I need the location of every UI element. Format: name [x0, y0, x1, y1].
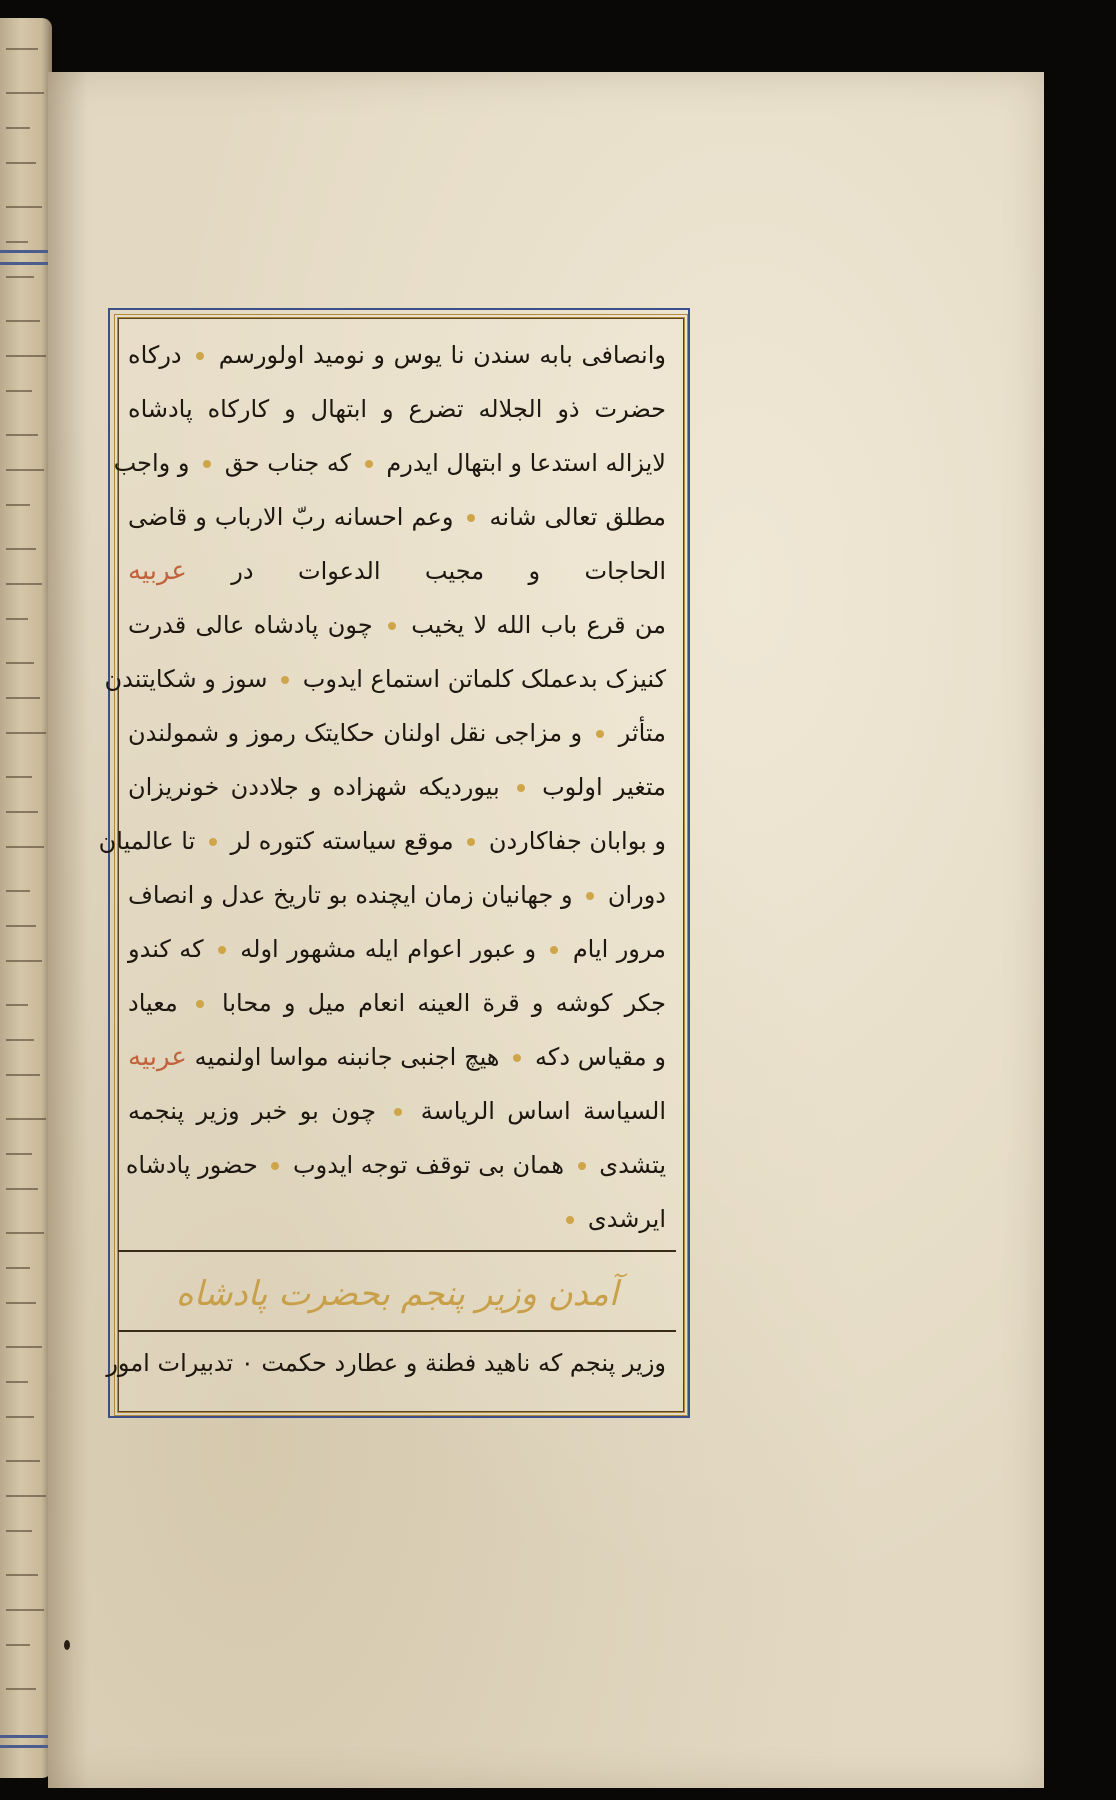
facing-page-text-fragment	[6, 320, 40, 322]
line-text: یتشدی همان بی توقف توجه ایدوب حضور پادشاه	[125, 1151, 666, 1179]
gold-verse-marker	[596, 730, 604, 738]
facing-page-text-fragment	[6, 127, 30, 129]
facing-page-text-fragment	[6, 583, 42, 585]
facing-page-text-fragment	[6, 1118, 46, 1120]
line-text: حضرت ذو الجلاله تضرع و ابتهال و کارکاه پادشاه	[128, 395, 666, 423]
facing-page-text-fragment	[6, 1574, 38, 1576]
gold-verse-marker	[388, 622, 396, 630]
facing-page-text-fragment	[6, 1460, 40, 1462]
gold-verse-marker	[394, 1108, 402, 1116]
facing-page-text-fragment	[6, 1609, 44, 1611]
gold-verse-marker	[203, 460, 211, 468]
gold-verse-marker	[578, 1162, 586, 1170]
text-block	[98, 328, 666, 1246]
chapter-heading: آمدن وزیر پنجم بحضرت پادشاه	[175, 1274, 619, 1314]
facing-page-text-fragment	[6, 162, 36, 164]
facing-page-frame-rule	[0, 1745, 52, 1748]
gold-verse-marker	[281, 676, 289, 684]
line-text: متأثر و مزاجی نقل اولنان حکایتک رموز و شمولندن	[128, 719, 666, 747]
divider-rule-top	[118, 1250, 676, 1252]
line-text: السیاسة اساس الریاسة چون بو خبر وزیر پنجمه	[128, 1097, 666, 1125]
facing-page-text-fragment	[6, 618, 28, 620]
facing-page-text-fragment	[6, 355, 46, 357]
facing-page-text-fragment	[6, 1644, 30, 1646]
last-text-line: وزیر پنجم که ناهید فطنة و عطارد حکمت ۰ تدبیرات امور	[106, 1349, 666, 1377]
facing-page-frame-rule	[0, 250, 52, 253]
facing-page-text-fragment	[6, 48, 38, 50]
gold-verse-marker	[365, 460, 373, 468]
gold-verse-marker	[196, 352, 204, 360]
gold-verse-marker	[550, 946, 558, 954]
text-line	[128, 328, 666, 382]
facing-page-text-fragment	[6, 1267, 30, 1269]
facing-page-text-fragment	[6, 1302, 36, 1304]
line-text: متغیر اولوب بیوردیکه شهزاده و جلاددن خونریزان	[128, 773, 666, 801]
facing-page-text-fragment	[6, 846, 44, 848]
facing-page-text-fragment	[6, 811, 38, 813]
facing-page-text-fragment	[6, 697, 40, 699]
facing-page-text-fragment	[6, 1495, 46, 1497]
facing-page-text-fragment	[6, 960, 42, 962]
facing-page-text-fragment	[6, 434, 38, 436]
facing-page-text-fragment	[6, 390, 32, 392]
gold-verse-marker	[467, 514, 475, 522]
facing-page-text-fragment	[6, 925, 36, 927]
gold-verse-marker	[196, 1000, 204, 1008]
gold-verse-marker	[209, 838, 217, 846]
facing-page-text-fragment	[6, 732, 46, 734]
facing-page-text-fragment	[6, 1530, 32, 1532]
line-text: و مقیاس دکه هیچ اجنبی جانبنه مواسا اولنمیه	[194, 1043, 666, 1071]
line-text: جکر کوشه و قرة العینه انعام میل و محابا معیاد	[128, 989, 666, 1017]
facing-page-text-fragment	[6, 241, 28, 243]
text-line	[125, 1138, 666, 1192]
gold-verse-marker	[517, 784, 525, 792]
facing-page-text-fragment	[6, 276, 34, 278]
divider-rule-bottom	[118, 1330, 676, 1332]
gold-verse-marker	[218, 946, 226, 954]
text-line	[128, 1192, 666, 1246]
facing-page-text-fragment	[6, 1074, 40, 1076]
text-line	[128, 922, 666, 976]
text-line	[98, 814, 666, 868]
text-line	[128, 760, 666, 814]
facing-page-text-fragment	[6, 92, 44, 94]
facing-page-frame-rule	[0, 1735, 52, 1738]
line-text: من قرع باب الله لا یخیب چون پادشاه عالی قدرت	[128, 611, 666, 639]
line-text: دوران و جهانیان زمان ایچنده بو تاریخ عدل و انصاف	[128, 881, 666, 909]
facing-page-text-fragment	[6, 1004, 28, 1006]
text-line	[128, 976, 666, 1030]
facing-page-text-fragment	[6, 1188, 38, 1190]
rubric-label: عربیه	[128, 1042, 187, 1072]
line-text: و بوابان جفاکاردن موقع سیاسته کتوره لر تا عالمیان	[98, 827, 666, 855]
gold-verse-marker	[513, 1054, 521, 1062]
facing-page-text-fragment	[6, 1416, 34, 1418]
line-text: مطلق تعالی شانه وعم احسانه ربّ الارباب و قاضی	[128, 503, 666, 531]
facing-page-text-fragment	[6, 469, 44, 471]
facing-page-text-fragment	[6, 776, 32, 778]
text-line	[128, 490, 666, 544]
facing-page-text-fragment	[6, 662, 34, 664]
facing-page-text-fragment	[6, 206, 42, 208]
line-text: کنیزک بدعملک کلماتن استماع ایدوب سوز و شکایتندن	[104, 665, 666, 693]
text-line	[113, 436, 666, 490]
text-line	[128, 1030, 666, 1084]
gold-verse-marker	[566, 1216, 574, 1224]
facing-page-text-fragment	[6, 1232, 44, 1234]
line-text: الحاجات و مجیب الدعوات در	[231, 557, 666, 585]
facing-page-frame-rule	[0, 262, 52, 265]
text-line	[104, 652, 666, 706]
facing-page-edge	[0, 18, 52, 1778]
gold-verse-marker	[586, 892, 594, 900]
facing-page-text-fragment	[6, 1346, 42, 1348]
line-text: مرور ایام و عبور اعوام ایله مشهور اوله که کندو	[128, 935, 666, 963]
facing-page-text-fragment	[6, 1153, 32, 1155]
facing-page-text-fragment	[6, 504, 30, 506]
text-line	[128, 1084, 666, 1138]
facing-page-text-fragment	[6, 548, 36, 550]
facing-page-text-fragment	[6, 1688, 36, 1690]
line-text: لایزاله استدعا و ابتهال ایدرم که جناب حق و واجب	[113, 449, 666, 477]
facing-page-text-fragment	[6, 890, 30, 892]
rubric-label: عربیه	[128, 556, 187, 586]
line-text: ایرشدی	[560, 1205, 666, 1233]
facing-page-text-fragment	[6, 1039, 34, 1041]
ink-smudge	[64, 1640, 70, 1650]
gold-verse-marker	[271, 1162, 279, 1170]
text-line	[128, 382, 666, 436]
text-line	[128, 706, 666, 760]
text-line	[128, 598, 666, 652]
text-line	[128, 544, 666, 598]
facing-page-text-fragment	[6, 1381, 28, 1383]
line-text: وانصافی بابه سندن نا یوس و نومید اولورسم درکاه	[128, 341, 666, 369]
text-line	[128, 868, 666, 922]
gold-verse-marker	[467, 838, 475, 846]
